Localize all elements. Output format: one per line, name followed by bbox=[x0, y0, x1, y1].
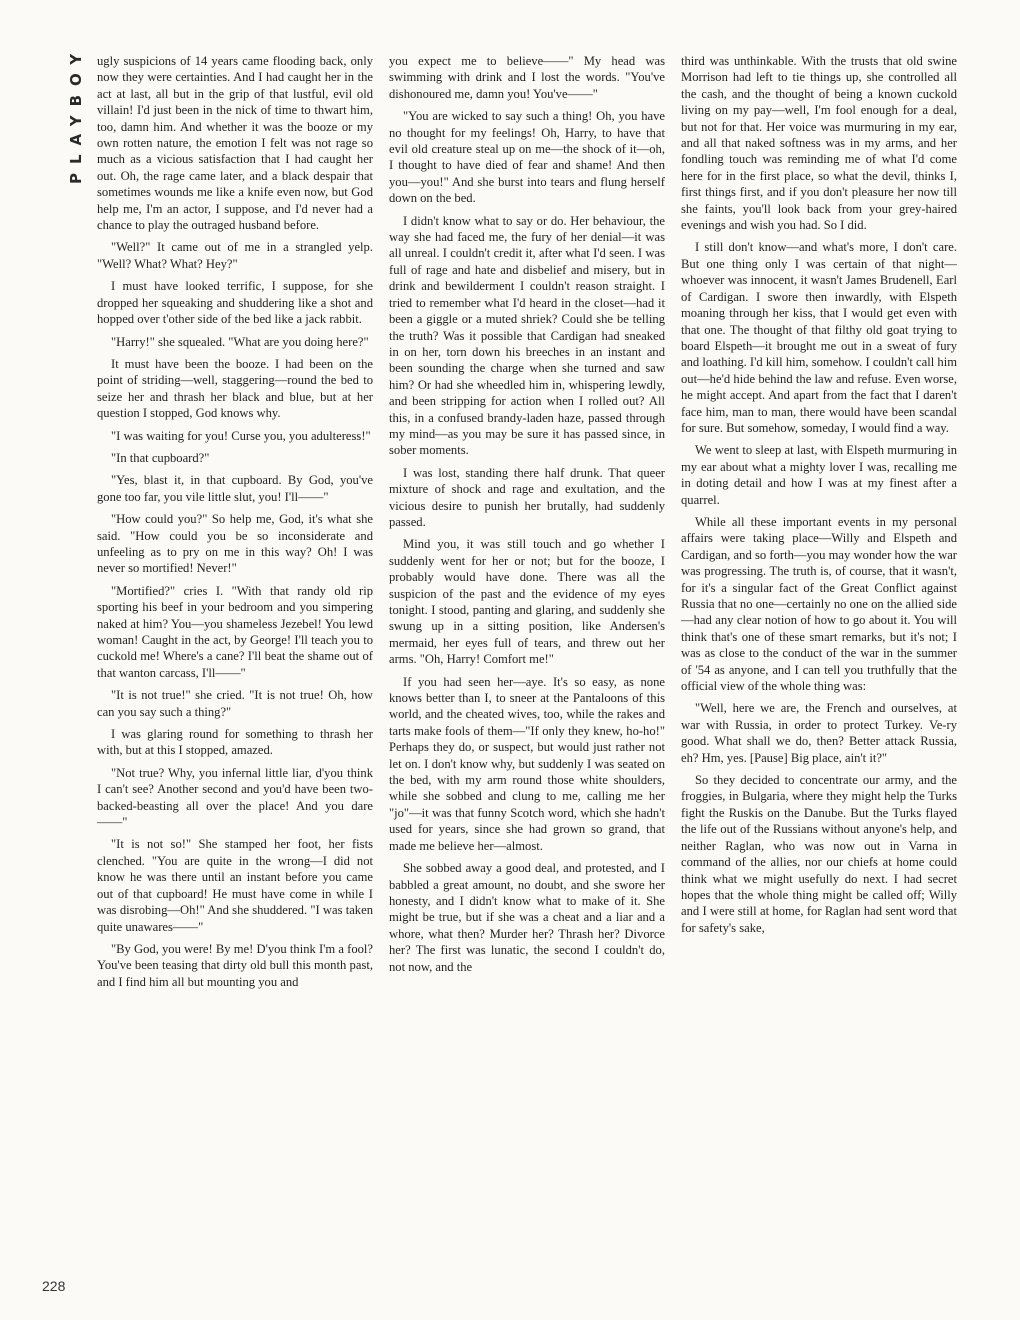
magazine-masthead bbox=[53, 44, 93, 204]
paragraph: I didn't know what to say or do. Her behaviour, the way she had faced me, the fury of her denial—it was all unreal. I couldn't credit it, after what I'd seen. I was full of rage and hate and disbelief and misery, but in drink and bewilderment I couldn't reason straight. I tried to remember what I'd heard in the closet—had it been a giggle or a muted shriek? Could she be telling the truth? Was it possible that Cardigan had sneaked in on her, torn down his breeches in an instant and been sounding the charge when she turned and saw him? Or had she wheedled him in, whispering lewdly, and been stripping for action when I rolled out? All this, in a confused brandy-laden haze, passed through my mind—as you may be sure it has passed since, in sober moments. bbox=[389, 213, 665, 458]
paragraph: "Mortified?" cries I. "With that randy old rip sporting his beef in your bedroom and you simpering naked at him? You—you shameless Jezebel! You lewd woman! Caught in the act, by George! I'll teach you to cuckold me! Where's a cane? I'll beat the shame out of that wanton carcass, I'll——" bbox=[97, 583, 373, 680]
paragraph: I must have looked terrific, I suppose, for she dropped her squeaking and shuddering like a shot and hopped over t'other side of the bed like a jack rabbit. bbox=[97, 279, 373, 327]
paragraph: you expect me to believe——" My head was swimming with drink and I lost the words. "You've dishonoured me, damn you! You've——" bbox=[389, 54, 665, 101]
paragraph: She sobbed away a good deal, and protested, and I babbled a great amount, no doubt, and she swore her honesty, and I didn't know what to make of it. She might be true, but if she was a cheat and a liar and a whore, what then? Murder her? Thrash her? Divorce her? The first was lunatic, the second I couldn't do, not now, and the bbox=[389, 861, 665, 974]
paragraph: "Well?" It came out of me in a strangled yelp. "Well? What? What? Hey?" bbox=[97, 240, 373, 271]
paragraph: ugly suspicions of 14 years came flooding back, only now they were certainties. And I had caught her in the act at last, all but in the grip of that lustful, evil old villain! I'd just been in the nick of time to thwart him, too, damn him. And whether it was the booze or my own rotten nature, the emotion I felt was not rage so much as a vicious satisfaction that I had caught her out. Oh, the rage came later, and a black despair that sometimes wounds me like a knife even now, but God help me, I'm an actor, I suppose, and I'd never had a chance to play the outraged husband before. bbox=[97, 54, 373, 233]
paragraph: "Yes, blast it, in that cupboard. By God, you've gone too far, you vile little slut, you! I'll——" bbox=[97, 473, 373, 504]
paragraph: "I was waiting for you! Curse you, you adulteress!" bbox=[111, 428, 371, 443]
paragraph: I still don't know—and what's more, I don't care. But one thing only I was certain of that night—whoever was innocent, it wasn't James Brudenell, Earl of Cardigan. I swore then inwardly, with Elspeth moaning through her kiss, that I would get even with that one. The thought of that filthy old goat trying to board Elspeth—it brought me out in a sweat of fury and loathing. I'd kill him, somehow. I couldn't call him out—he'd hide behind the law and refuse. Even worse, he might accept. And apart from the fact that I daren't face him, man to man, there would have been scandal for sure. But somehow, someday, I would find a way. bbox=[681, 240, 957, 435]
paragraph: "In that cupboard?" bbox=[111, 450, 210, 465]
paragraph: third was unthinkable. With the trusts that old swine Morrison had left to tie things up, she controlled all the cash, and the thought of being a known cuckold living on my pay—well, I'm fool enough for a deal, but not for that. Her voice was murmuring in my ear, and all that naked softness was in my arms, and her fondling touch was reminding me of what I'd come here for in the first place, so what the devil, thinks I, first things first, and if you don't pleasure her now till she faints, you'll look back from your grey-haired evenings and wish you had. So I did. bbox=[681, 54, 957, 233]
paragraph: "By God, you were! By me! D'you think I'm a fool? You've been teasing that dirty old bull this month past, and I find him all but mounting you and bbox=[97, 941, 373, 989]
text-column-1 bbox=[97, 53, 373, 996]
page-number: 228 bbox=[42, 1278, 66, 1294]
paragraph: If you had seen her—aye. It's so easy, as none knows better than I, to sneer at the Pantaloons of this world, and the cheated wives, too, while the rakes and tarts make fools of them—"If only they knew, ho-ho!" Perhaps they do, or suspect, but would just rather not let on. I don't know why, but suddenly I was seated on the bed, with my arm round those white shoulders, while she sobbed and clung to me, calling me her "jo"—it was that funny Scotch word, which she hadn't used for years, since she had grown so grand, that made me believe her—almost. bbox=[389, 674, 665, 853]
paragraph: "You are wicked to say such a thing! Oh, you have no thought for my feelings! Oh, Harry, to have that evil old creature steal up on me—the shock of it—oh, I thought to have died of fear and shame! And then you—you!" And she burst into tears and flung herself down on the bed. bbox=[389, 109, 665, 206]
paragraph: Mind you, it was still touch and go whether I suddenly went for her or not; but for the booze, I probably would have done. There was all the suspicion of the past and the evidence of my eyes tonight. I stood, panting and glaring, and suddenly she swung up in a sitting position, like Andersen's mermaid, her eyes full of tears, and threw out her arms. "Oh, Harry! Comfort me!" bbox=[389, 537, 665, 667]
paragraph: While all these important events in my personal affairs were taking place—Willy and Elspeth and Cardigan, and so forth—you may wonder how the war was progressing. The truth is, of course, that it wasn't, for it's a singular fact of the Great Conflict against Russia that no one—certainly no one on the allied side—had any clear notion of how to go about it. You will think that's one of these smart remarks, but it's not; I was as close to the conduct of the war in the summer of '54 as anyone, and I can tell you truthfully that the official view of the whole thing was: bbox=[681, 514, 957, 694]
paragraph: "How could you?" So help me, God, it's what she said. "How could you be so inconsiderate and unfeeling as to pry on me in this way? Oh! I was never so mortified! Never!" bbox=[97, 512, 373, 576]
masthead-text: PLAYBOY bbox=[67, 44, 85, 184]
paragraph: So they decided to concentrate our army, and the froggies, in Bulgaria, where they might help the Turks fight the Ruskis on the Danube. But the Turks flayed the life out of the Russians without anyone's help, and neither Raglan, who was now out in Varna in command of the allies, nor our chiefs at home could think what we might usefully do next. I had secret hopes that the whole thing might be called off; Willy and I were still at home, for Raglan had sent word that for safety's sake, bbox=[681, 773, 957, 935]
paragraph: It must have been the booze. I had been on the point of striding—well, staggering—round the bed to seize her and thrash her black and blue, but at her question I stopped, God knows why. bbox=[97, 356, 373, 421]
text-column-2 bbox=[389, 53, 665, 981]
paragraph: I was glaring round for something to thrash her with, but at this I stopped, amazed. bbox=[97, 727, 373, 758]
paragraph: "Well, here we are, the French and ourselves, at war with Russia, in order to protect Turkey. Ve-ry good. What shall we do, then? Better attack Russia, eh? Hm, yes. [Pause] Big place, ain't it?" bbox=[681, 701, 957, 765]
text-column-3 bbox=[681, 53, 957, 942]
paragraph: "Harry!" she squealed. "What are you doing here?" bbox=[111, 334, 369, 349]
paragraph: "Not true? Why, you infernal little liar, d'you think I can't see? Another second and you'd have been two-backed-beasting all over the place! And you dare——" bbox=[97, 765, 373, 830]
paragraph: "It is not so!" She stamped her foot, her fists clenched. "You are quite in the wrong—I did not know he was there until an instant before you came out of that cupboard! He must have come in while I was disrobing—Oh!" And she shuddered. "I was taken quite unawares——" bbox=[97, 837, 373, 934]
paragraph: I was lost, standing there half drunk. That queer mixture of shock and rage and exultation, and the vicious desire to punish her brutally, had suddenly passed. bbox=[389, 465, 665, 529]
paragraph: "It is not true!" she cried. "It is not true! Oh, how can you say such a thing?" bbox=[97, 688, 373, 719]
paragraph: We went to sleep at last, with Elspeth murmuring in my ear about what a mighty lover I was, recalling me in doting detail and how I was at my finest after a quarrel. bbox=[681, 443, 957, 507]
